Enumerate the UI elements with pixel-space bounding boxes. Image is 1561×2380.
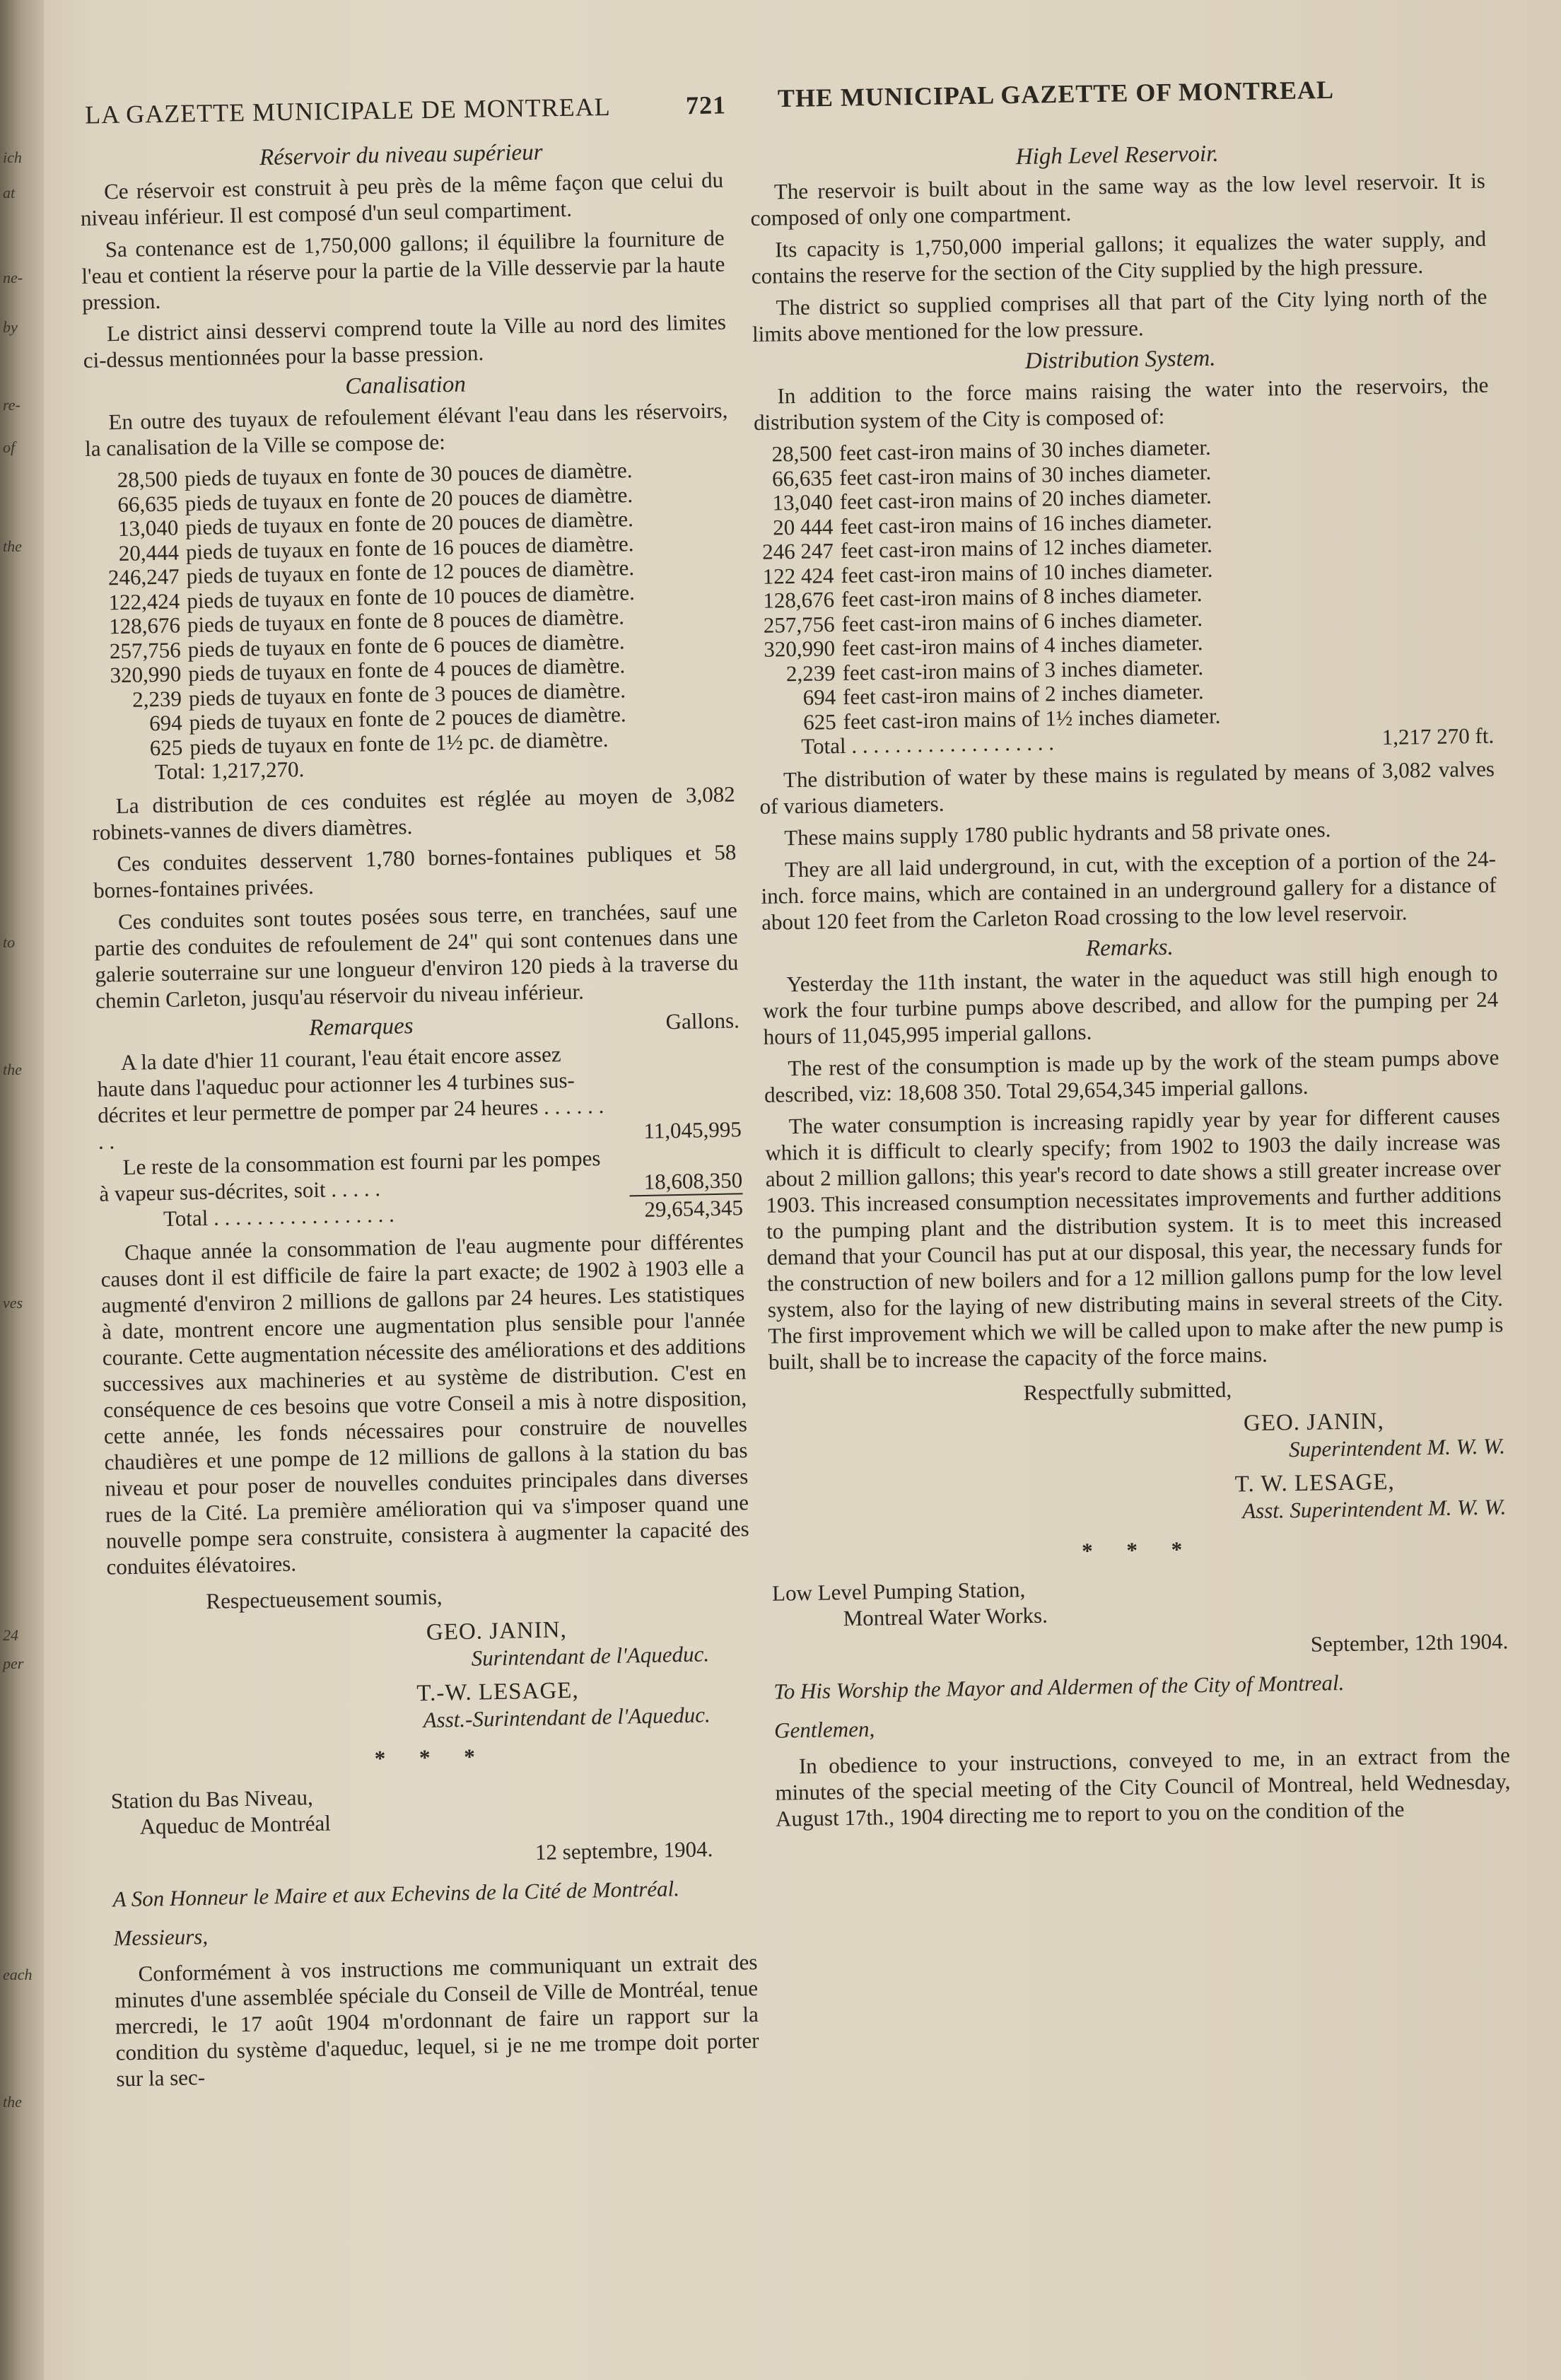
gutter-fragment: each (3, 1966, 33, 1983)
gutter-fragment: ich (3, 148, 22, 166)
paragraph: The district so supplied comprises all that part of the City lying north of the limits above mentioned for the low pressure. (752, 284, 1487, 346)
mains-total-value: 1,217 270 ft. (1381, 723, 1495, 750)
remark-value: 11,045,995 (643, 1116, 742, 1143)
section-heading: Canalisation (344, 371, 467, 399)
mains-total-label: Total . . . . . . . . . . . . . . . . . . . (801, 730, 1055, 759)
list-item: 625 pieds de tuyaux en fonte de 1½ pc. de diamètre. (149, 726, 609, 760)
header-french-title: LA GAZETTE MUNICIPALE DE MONTREAL (84, 92, 612, 129)
paragraph: The rest of the consumption is made up by the work of the steam pumps above described, viz: 18,608 350. Total 29,654,345 imperial gallons. (764, 1044, 1499, 1107)
list-item: 625 feet cast-iron mains of 1½ inches diameter. (802, 703, 1221, 735)
section-heading: Distribution System. (1024, 345, 1216, 374)
signatory-name: T.-W. LESAGE, (416, 1677, 579, 1707)
paragraph: Ces conduites sont toutes posées sous terre, en tranchées, sauf une partie des conduites de refoulement de 24" qui sont contenues dans une galerie souterraine sur une longueur d'environ 120 pieds à la traverse du chemin Carleton, jusqu'au réservoir du niveau inférieur. (94, 897, 739, 1013)
address-line: Station du Bas Niveau, (110, 1785, 314, 1814)
page-number: 721 (685, 91, 727, 120)
paragraph: Its capacity is 1,750,000 imperial gallons; it equalizes the water supply, and contains the reserve for the section of the City supplied by the high pressure. (751, 226, 1487, 288)
closing: Respectueusement soumis, (206, 1584, 443, 1614)
remark-value: 18,608,350 (629, 1167, 743, 1196)
list-item: 694 pieds de tuyaux en fonte de 2 pouces de diamètre. (148, 701, 626, 736)
gutter-fragment: the (3, 2093, 22, 2111)
address-block (772, 1568, 1508, 1632)
paragraph: These mains supply 1780 public hydrants and 58 private ones. (784, 817, 1331, 851)
remark-text: Le reste de la consommation est fourni par les pompes à vapeur sus-décrites, soit . . . . . (99, 1145, 601, 1206)
paragraph: In obedience to your instructions, conveyed to me, in an extract from the minutes of the special meeting of the City Council of Montreal, held Wednesday, August 17th., 1904 directing me to report to you on the condition of the (775, 1742, 1511, 1831)
signature-block (107, 1614, 753, 1739)
remarks-table (96, 1007, 744, 1232)
gallons-column-header: Gallons. (665, 1008, 740, 1034)
address-block (111, 1775, 755, 1840)
list-item: 28,500 pieds de tuyaux en fonte de 30 pouces de diamètre. (117, 457, 633, 493)
list-item: 2,239 feet cast-iron mains of 3 inches diameter. (785, 654, 1204, 686)
gutter-fragment: the (3, 1061, 22, 1078)
list-item: 128,676 pieds de tuyaux en fonte de 8 pouces de diamètre. (108, 604, 625, 639)
paragraph: The reservoir is built about in the same way as the low level reservoir. It is composed of only one compartment. (750, 168, 1486, 231)
section-heading: High Level Reservoir. (1015, 141, 1219, 170)
paragraph: Ce réservoir est construit à peu près de la même façon que celui du niveau inférieur. Il est composé d'un seul compartiment. (80, 167, 724, 231)
signatory-name: T. W. LESAGE, (1234, 1469, 1396, 1498)
addressee: A Son Honneur le Maire et aux Echevins de la Cité de Montréal. (112, 1876, 680, 1912)
gutter-fragment: re- (3, 396, 21, 414)
remark-total-value: 29,654,345 (644, 1195, 744, 1222)
list-item: 246 247 feet cast-iron mains of 12 inches diameter. (761, 532, 1213, 564)
letter-date: 12 septembre, 1904. (534, 1836, 713, 1865)
list-item: 13,040 feet cast-iron mains of 20 inches diameter. (772, 483, 1212, 515)
list-item: 320,990 feet cast-iron mains of 4 inches diameter. (764, 630, 1203, 662)
mains-list (754, 430, 1495, 760)
paragraph: En outre des tuyaux de refoulement élévant l'eau dans les réservoirs, la canalisation de la Ville se compose de: (84, 397, 728, 461)
list-item: 246,247 pieds de tuyaux en fonte de 12 pouces de diamètre. (107, 555, 635, 590)
paragraph: Yesterday the 11th instant, the water in the aqueduct was still high enough to work the four turbine pumps above described, and allow for the pumping per 24 hours of 11,045,995 imperial gallons. (762, 960, 1499, 1049)
letter-date: September, 12th 1904. (1310, 1628, 1509, 1657)
list-item: 128,676 feet cast-iron mains of 8 inches diameter. (763, 581, 1203, 613)
signatory-title: Asst. Superintendent M. W. W. (1241, 1494, 1507, 1524)
gutter-fragment: the (3, 537, 22, 555)
pipe-list (86, 455, 735, 786)
paragraph: Le district ainsi desservi comprend toute la Ville au nord des limites ci-dessus mentionnées pour la basse pression. (83, 309, 727, 373)
previous-page-gutter (0, 0, 44, 2380)
salutation: Gentlemen, (773, 1716, 875, 1743)
gutter-fragment: ne- (3, 269, 23, 286)
paragraph: Conformément à vos instructions me communiquant un extrait des minutes d'une assemblée spéciale du Conseil de Ville de Montréal, tenue mercredi, le 17 août 1904 m'ordonnant de faire un rapport sur la condition du système d'aqueduc, lequel, si je ne me trompe doit porter sur la sec- (114, 1949, 759, 2092)
list-item: 20,444 pieds de tuyaux en fonte de 16 pouces de diamètre. (118, 530, 634, 566)
remark-total-label: Total . . . . . . . . . . . . . . . . . (163, 1201, 395, 1231)
page-header (78, 65, 1492, 136)
gutter-fragment: at (3, 184, 16, 202)
paragraph: La distribution de ces conduites est réglée au moyen de 3,082 robinets-vannes de divers diamètres. (92, 781, 736, 845)
signatory-title: Asst.-Surintendant de l'Aqueduc. (423, 1702, 711, 1733)
section-separator: * * * (374, 1744, 490, 1771)
list-item: 320,990 pieds de tuyaux en fonte de 4 pouces de diamètre. (110, 653, 626, 688)
list-item: 66,635 pieds de tuyaux en fonte de 20 pouces de diamètre. (117, 482, 633, 517)
paragraph: In addition to the force mains raising the water into the reservoirs, the distribution system of the City is composed of: (753, 372, 1489, 435)
paragraph: Sa contenance est de 1,750,000 gallons; il équilibre la fourniture de l'eau et contient la réserve pour la partie de la Ville desservie par la haute pression. (81, 225, 725, 315)
gutter-fragment: ves (3, 1294, 23, 1312)
list-item: 122,424 pieds de tuyaux en fonte de 10 pouces de diamètre. (108, 579, 636, 614)
section-heading: Réservoir du niveau supérieur (259, 139, 543, 171)
gutter-fragment: to (3, 933, 16, 951)
closing: Respectfully submitted, (1023, 1377, 1232, 1406)
header-english-title: THE MUNICIPAL GAZETTE OF MONTREAL (777, 75, 1335, 113)
gutter-fragment: of (3, 438, 16, 456)
section-heading: Remarks. (1085, 934, 1174, 962)
remark-text: A la date d'hier 11 courant, l'eau était encore assez haute dans l'aqueduc pour actionner les 4 turbines sus-décrites et leur permettre de pomper par 24 heures . . . . . . . . (97, 1042, 604, 1154)
address-line: Aqueduc de Montréal (139, 1810, 332, 1839)
paragraph: Ces conduites desservent 1,780 bornes-fontaines publiques et 58 bornes-fontaines privées. (93, 839, 737, 903)
gutter-fragment: per (3, 1655, 24, 1672)
list-item: 20 444 feet cast-iron mains of 16 inches diameter. (772, 508, 1212, 540)
list-item: 257,756 feet cast-iron mains of 6 inches diameter. (763, 605, 1203, 638)
paragraph: The distribution of water by these mains is regulated by means of 3,082 valves of various diameters. (759, 756, 1495, 819)
paragraph: They are all laid underground, in cut, with the exception of a portion of the 24-inch. force mains, which are contained in an underground gallery for a distance of about 120 feet from the Carleton Road crossing to the low level reservoir. (761, 846, 1497, 935)
list-item: 66,635 feet cast-iron mains of 30 inches diameter. (771, 459, 1212, 491)
addressee: To His Worship the Mayor and Aldermen of the City of Montreal. (773, 1670, 1345, 1704)
address-line: Low Level Pumping Station, (771, 1577, 1026, 1606)
signatory-title: Superintendent M. W. W. (1288, 1433, 1506, 1462)
signatory-title: Surintendant de l'Aqueduc. (471, 1641, 710, 1671)
signatory-name: GEO. JANIN, (1243, 1408, 1385, 1437)
signatory-name: GEO. JANIN, (426, 1617, 568, 1645)
list-item: 13,040 pieds de tuyaux en fonte de 20 pouces de diamètre. (117, 506, 634, 542)
gutter-fragment: 24 (3, 1626, 18, 1644)
english-column (749, 137, 1511, 1838)
list-item: 28,500 feet cast-iron mains of 30 inches diameter. (771, 434, 1211, 467)
address-line: Montreal Water Works. (843, 1602, 1048, 1631)
section-heading: Remarques (308, 1013, 414, 1041)
signature-block (769, 1406, 1506, 1531)
french-column (79, 136, 760, 2098)
section-separator: * * * (1081, 1536, 1197, 1563)
list-item: 2,239 pieds de tuyaux en fonte de 3 pouces de diamètre. (131, 677, 626, 712)
paragraph: The water consumption is increasing rapidly year by year for different causes which it is difficult to clearly specify; from 1902 to 1903 the daily increase was about 2 million gallons; this year's record to date shows a still greater increase over 1903. This increased consumption necessitates improvements and further additions to the pumping plant and the distribution system. It is to meet this increased demand that your Council has put at our disposal, this year, the necessary funds for the construction of new boilers and for a 12 million gallons pump for the low level system, also for the laying of new distributing mains in several streets of the City. The first improvement which we will be called upon to make after the new pump is built, shall be to increase the capacity of the force mains. (765, 1102, 1504, 1375)
gutter-fragment: by (3, 318, 18, 336)
list-item: 257,756 pieds de tuyaux en fonte de 6 pouces de diamètre. (109, 628, 625, 663)
list-item: 694 feet cast-iron mains of 2 inches diameter. (802, 679, 1204, 710)
salutation: Messieurs, (113, 1923, 209, 1951)
list-item: 122 424 feet cast-iron mains of 10 inches diameter. (762, 556, 1213, 589)
paragraph: Chaque année la consommation de l'eau augmente pour différentes causes dont il est difficile de faire la part exacte; de 1902 à 1903 elle a augmenté d'environ 2 millions de gallons par 24 heures. Les statistiques à date, montrent encore une augmentation plus sensible pour l'année courante. Cette augmentation nécessite des améliorations et des additions successives aux machineries et au système de distribution. C'est en conséquence de ces besoins que votre Conseil a mis à notre disposition, cette année, les fonds nécessaires pour construire de nouvelles chaudières et une pompe de 12 millions de gallons à la station du bas niveau et pour poser de nouvelles conduites principales dans diverses rues de la Cité. La première amélioration qui va s'imposer quand une nouvelle pompe sera construite, consistera à augmenter la capacité des conduites élévatoires. (100, 1228, 749, 1580)
pipe-total: Total: 1,217,270. (154, 757, 305, 785)
